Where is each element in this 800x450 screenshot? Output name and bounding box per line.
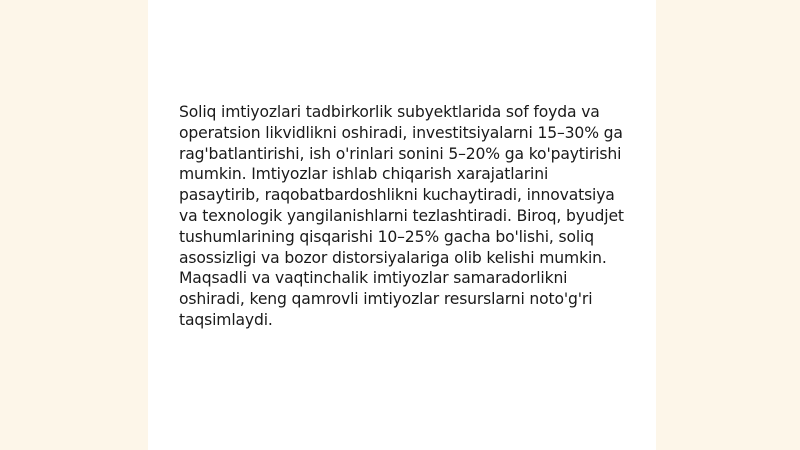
document-page: [148, 0, 656, 450]
body-paragraph: Soliq imtiyozlari tadbirkorlik subyektlarida sof foyda va operatsion likvidlikni oshiradi, investitsiyalarni 15–30% ga rag'batlantirishi, ish o'rinlari sonini 5–20% ga ko'paytirishi mumkin. Imtiyozlar ishlab chiqarish xarajatlarini pasaytirib, raqobatbardoshlikni kuchaytiradi, innovatsiya va texnologik yangilanishlarni tezlashtiradi. Biroq, byudjet tushumlarining qisqarishi 10–25% gacha bo'lishi, soliq asossizligi va bozor distorsiyalariga olib kelishi mumkin. Maqsadli va vaqtinchalik imtiyozlar samaradorlikni oshiradi, keng qamrovli imtiyozlar resurslarni noto'g'ri taqsimlaydi.: [179, 103, 624, 329]
